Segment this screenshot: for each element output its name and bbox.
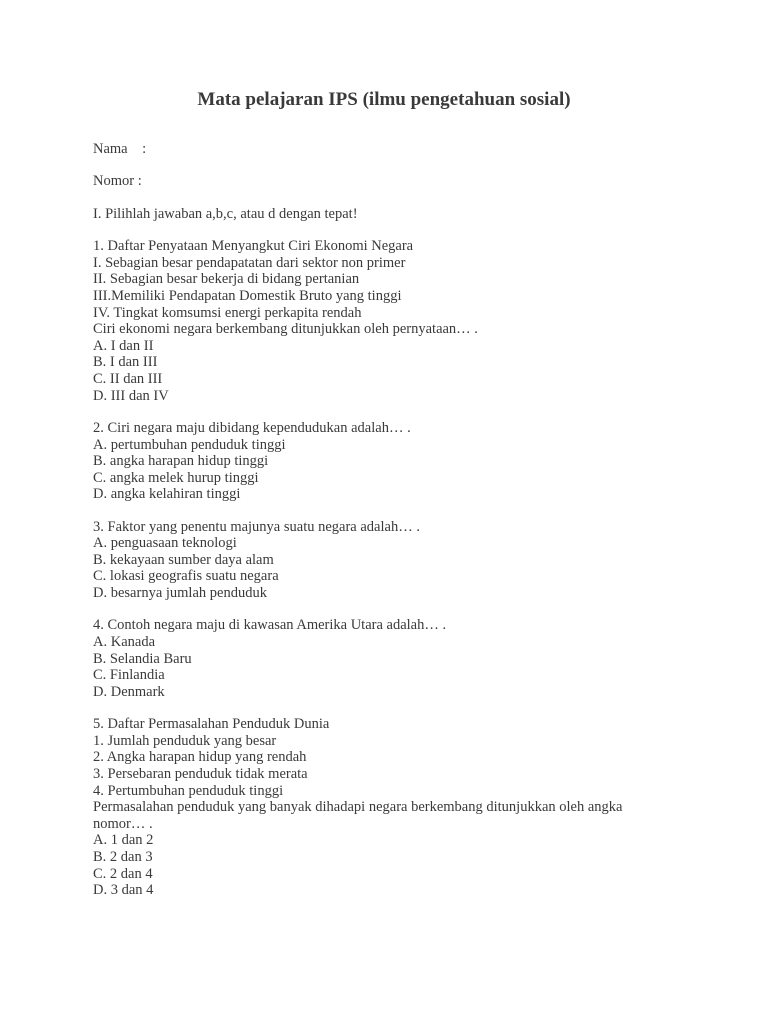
name-field: Nama :	[93, 141, 147, 157]
question-1-statement-1: I. Sebagian besar pendapatatan dari sektor non primer	[93, 254, 406, 271]
question-1-prompt: Ciri ekonomi negara berkembang ditunjukkan oleh pernyataan… .	[93, 321, 478, 338]
question-4-option-b: B. Selandia Baru	[93, 650, 192, 667]
document-body	[93, 141, 693, 899]
question-5-prompt-line-2: nomor… .	[93, 815, 153, 832]
number-field: Nomor :	[93, 173, 142, 190]
question-3-stem: 3. Faktor yang penentu majunya suatu negara adalah… .	[93, 518, 420, 535]
question-1-stem: 1. Daftar Penyataan Menyangkut Ciri Ekonomi Negara	[93, 238, 414, 255]
question-5-item-2: 2. Angka harapan hidup yang rendah	[93, 749, 307, 766]
page-title: Mata pelajaran IPS (ilmu pengetahuan sosial)	[197, 89, 571, 110]
question-5-prompt-line-1: Permasalahan penduduk yang banyak dihadapi negara berkembang ditunjukkan oleh angka	[93, 799, 623, 816]
question-4-option-c: C. Finlandia	[93, 667, 165, 684]
spacer	[93, 700, 693, 716]
question-3	[93, 519, 693, 602]
question-2-option-d: D. angka kelahiran tinggi	[93, 486, 241, 503]
question-1-statement-3: III.Memiliki Pendapatan Domestik Bruto yang tinggi	[93, 287, 402, 304]
question-5-stem: 5. Daftar Permasalahan Penduduk Dunia	[93, 716, 330, 733]
question-4-option-a: A. Kanada	[93, 634, 156, 651]
question-4	[93, 617, 693, 700]
question-2	[93, 420, 693, 503]
question-5-option-b: B. 2 dan 3	[93, 848, 153, 865]
question-5-item-1: 1. Jumlah penduduk yang besar	[93, 732, 277, 749]
question-5-option-c: C. 2 dan 4	[93, 865, 153, 882]
question-4-option-d: D. Denmark	[93, 683, 165, 700]
question-2-option-b: B. angka harapan hidup tinggi	[93, 453, 269, 470]
spacer	[93, 404, 693, 420]
spacer	[93, 602, 693, 618]
spacer	[93, 190, 693, 206]
question-5-item-3: 3. Persebaran penduduk tidak merata	[93, 765, 308, 782]
question-3-option-c: C. lokasi geografis suatu negara	[93, 568, 279, 585]
question-3-option-a: A. penguasaan teknologi	[93, 535, 237, 552]
question-2-stem: 2. Ciri negara maju dibidang kependudukan adalah… .	[93, 419, 411, 436]
question-4-stem: 4. Contoh negara maju di kawasan Amerika Utara adalah… .	[93, 617, 447, 634]
question-5	[93, 716, 693, 899]
question-1-option-a: A. I dan II	[93, 337, 154, 354]
question-3-option-b: B. kekayaan sumber daya alam	[93, 551, 274, 568]
spacer	[93, 503, 693, 519]
question-5-item-4: 4. Pertumbuhan penduduk tinggi	[93, 782, 284, 799]
question-1-option-b: B. I dan III	[93, 354, 158, 371]
question-3-option-d: D. besarnya jumlah penduduk	[93, 585, 267, 602]
question-1-option-c: C. II dan III	[93, 370, 163, 387]
question-1-statement-2: II. Sebagian besar bekerja di bidang pertanian	[93, 271, 360, 288]
question-5-option-d: D. 3 dan 4	[93, 882, 154, 899]
question-2-option-a: A. pertumbuhan penduduk tinggi	[93, 436, 286, 453]
spacer	[93, 158, 693, 174]
question-1-statement-4: IV. Tingkat komsumsi energi perkapita rendah	[93, 304, 362, 321]
question-1	[93, 238, 693, 404]
question-2-option-c: C. angka melek hurup tinggi	[93, 469, 259, 486]
question-5-option-a: A. 1 dan 2	[93, 832, 154, 849]
spacer	[93, 222, 693, 238]
question-1-option-d: D. III dan IV	[93, 387, 169, 404]
instruction-text: I. Pilihlah jawaban a,b,c, atau d dengan tepat!	[93, 205, 358, 222]
